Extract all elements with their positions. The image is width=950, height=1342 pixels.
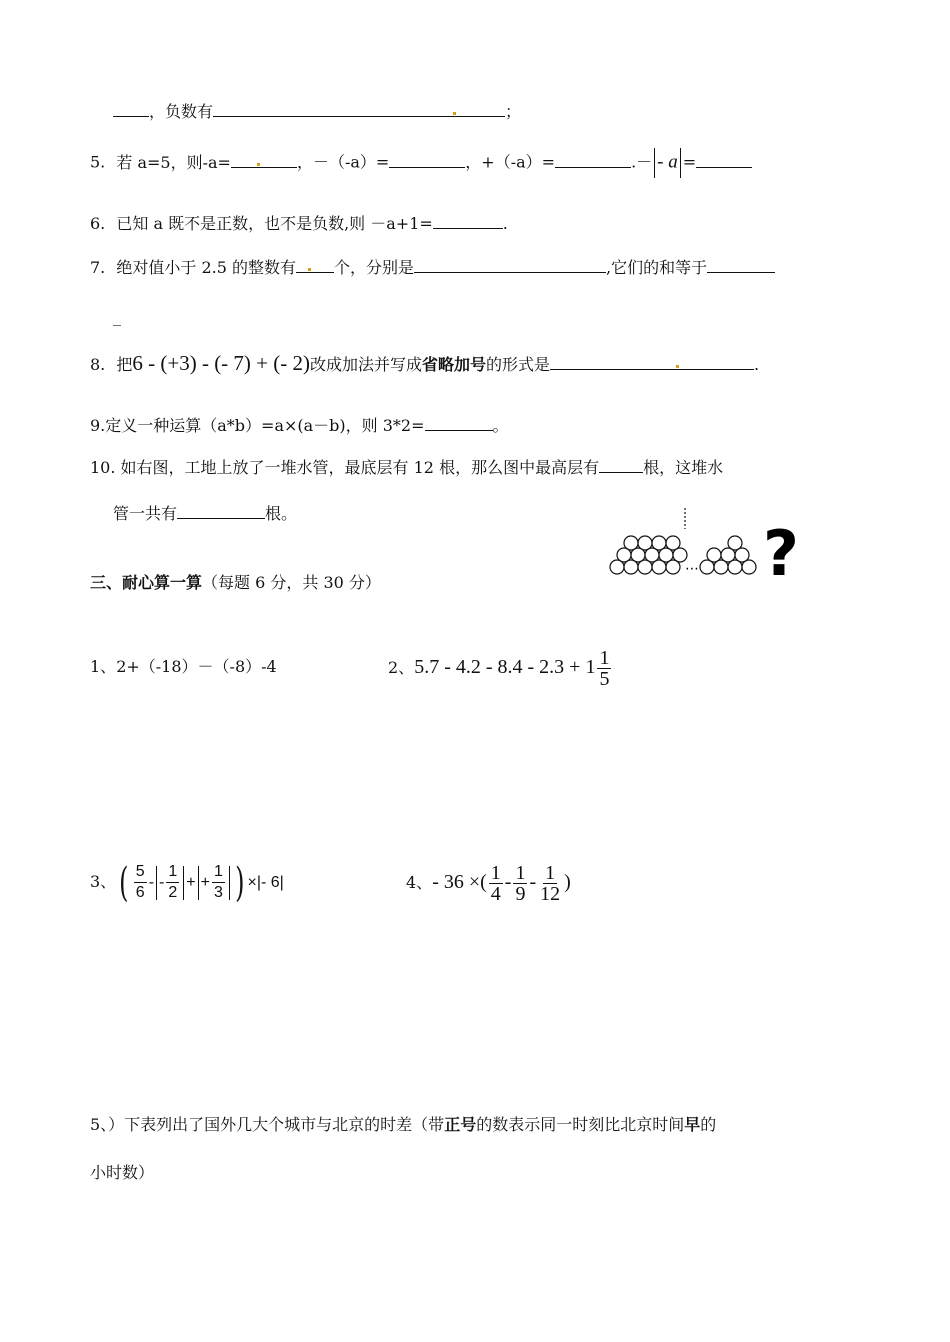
fraction: $\frac{1}{12}$ <box>540 862 561 905</box>
fraction: $\frac{1}{4}$ <box>490 862 501 905</box>
calc-label: 4、 <box>406 873 433 892</box>
fraction: $\frac{1}{9}$ <box>515 862 526 905</box>
q8-text: 的形式是 <box>486 355 551 374</box>
calc-tail: ×|- 6| <box>247 874 284 891</box>
question-number: 5. <box>90 152 106 172</box>
fraction <box>597 648 611 689</box>
calc-expression: - 36 ×( <box>432 871 487 893</box>
answer-blank <box>599 456 643 473</box>
answer-blank <box>231 151 297 168</box>
q4-end: ； <box>505 102 522 121</box>
q5-text: = <box>682 152 697 172</box>
q8-bold-text: 省略加号 <box>422 355 487 374</box>
question-7 <box>90 256 775 279</box>
abs-expression: - a <box>657 151 678 173</box>
calc-label: 3、 <box>90 872 117 891</box>
q5-text: ，+（-a）= <box>465 152 556 172</box>
calc-4: 4、- 36 ×( $\frac{1}{4}$ - $\frac{1}{9}$ - $\frac{1}{12}$ ) <box>406 862 571 905</box>
q8-text: 改成加法并写成 <box>310 355 423 374</box>
answer-blank <box>414 256 606 273</box>
question-mark-icon: ? <box>763 517 799 585</box>
calc-expression: 2+（-18）－（-8）-4 <box>116 657 277 676</box>
section-title: 三、耐心算一算 <box>90 573 203 592</box>
answer-blank <box>707 256 775 273</box>
question-6 <box>90 212 508 235</box>
numerator: 1 <box>599 647 610 669</box>
q8-expression: 6 - (+3) - (- 7) + (- 2) <box>132 351 310 375</box>
calc-3: 3、( $\frac{5}{6}$ - - $\frac{1}{2}$ + + $\frac{1}{3}$ ) ×|- 6| <box>90 859 284 906</box>
q9-end: 。 <box>492 416 509 435</box>
q8-text: 把 <box>116 355 133 374</box>
q7-text: ,它们的和等于 <box>606 258 708 277</box>
question-5 <box>90 148 752 178</box>
question-number: 6. <box>90 214 106 233</box>
answer-blank <box>425 414 493 431</box>
fraction: $\frac{1}{3}$ <box>213 863 223 901</box>
question-9 <box>90 414 509 437</box>
answer-blank <box>177 502 265 519</box>
pipe-pile-figure <box>605 505 805 585</box>
close-paren: ) <box>234 859 245 906</box>
question-10 <box>90 456 723 479</box>
q9-text: 9.定义一种运算（a*b）=a×(a－b)，则 3*2= <box>90 416 425 435</box>
denominator: 5 <box>599 668 610 690</box>
calc-expression: 5.7 - 4.2 - 8.4 - 2.3 + 1 <box>414 656 596 678</box>
q10-text: 根。 <box>265 504 298 523</box>
q4-text: ，负数有 <box>149 102 214 121</box>
answer-blank <box>113 100 149 117</box>
q10-text: 管一共有 <box>113 504 178 523</box>
section-3-heading <box>90 572 381 594</box>
calc-5: 5、）下表列出了国外几大个城市与北京的时差（带正号的数表示同一时刻比北京时间早的 <box>90 1115 717 1134</box>
q5-text: ，－（-a）= <box>296 152 390 172</box>
q6-text: 已知 a 既不是正数，也不是负数,则 －a+1= <box>116 214 433 233</box>
calc-5-line2: 小时数） <box>90 1163 155 1182</box>
question-10-line2 <box>113 502 297 525</box>
q5-text: .－ <box>631 152 653 172</box>
q7-text: 个，分别是 <box>333 258 414 277</box>
q7-text: 绝对值小于 2.5 的整数有 <box>116 258 296 277</box>
answer-blank <box>433 212 503 229</box>
fraction: $\frac{5}{6}$ <box>135 863 145 901</box>
fraction: $\frac{1}{2}$ <box>168 863 178 901</box>
answer-blank <box>296 256 334 273</box>
calc-label: 1、 <box>90 657 117 676</box>
calc-1 <box>90 656 277 678</box>
section-note: （每题 6 分，共 30 分） <box>202 573 381 592</box>
question-8 <box>90 348 759 380</box>
q4-continuation <box>113 100 521 123</box>
q10-text: 10. 如右图，工地上放了一堆水管，最底层有 12 根，那么图中最高层有 <box>90 458 600 477</box>
answer-blank <box>213 100 505 117</box>
answer-blank <box>389 151 465 168</box>
q7-tail: _ <box>113 307 121 326</box>
answer-blank <box>696 151 752 168</box>
q10-text: 根，这堆水 <box>643 458 724 477</box>
q8-end: . <box>754 355 760 374</box>
open-paren: ( <box>119 859 129 906</box>
question-number: 8. <box>90 355 106 374</box>
answer-blank <box>550 353 754 370</box>
q5-text: 若 a=5，则-a= <box>116 152 231 172</box>
answer-blank <box>555 151 631 168</box>
q6-end: . <box>502 214 508 233</box>
ellipsis-dots: ⋯ <box>685 561 699 577</box>
calc-2 <box>388 642 613 693</box>
calc-label: 2、 <box>388 658 415 677</box>
question-number: 7. <box>90 258 106 277</box>
